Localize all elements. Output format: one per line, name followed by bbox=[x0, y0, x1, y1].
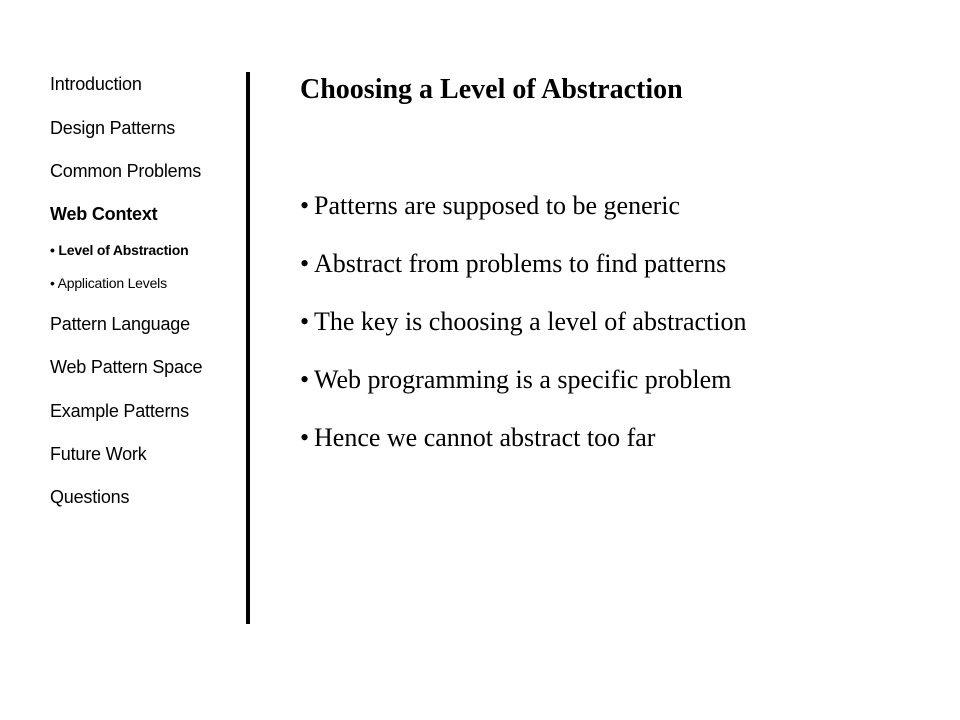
nav-item-future-work[interactable]: Future Work bbox=[50, 444, 147, 464]
bullet-glyph: • bbox=[300, 307, 310, 336]
bullet-text: Web programming is a specific problem bbox=[314, 365, 732, 394]
outline-nav bbox=[50, 0, 240, 720]
nav-item-web-context[interactable]: Web Context bbox=[50, 204, 158, 224]
bullet-text: Abstract from problems to find patterns bbox=[314, 249, 727, 278]
nav-subitem-level-of-abstraction[interactable]: • Level of Abstraction bbox=[50, 242, 189, 258]
bullet-text: Patterns are supposed to be generic bbox=[314, 191, 681, 220]
bullet-list bbox=[300, 186, 940, 476]
nav-subitem-application-levels[interactable]: • Application Levels bbox=[50, 275, 167, 291]
vertical-divider bbox=[246, 72, 250, 624]
bullet-text: Hence we cannot abstract too far bbox=[314, 423, 656, 452]
bullet-item bbox=[300, 360, 940, 418]
bullet-item bbox=[300, 302, 940, 360]
bullet-item bbox=[300, 418, 940, 476]
bullet-glyph: • bbox=[300, 365, 310, 394]
nav-item-design-patterns[interactable]: Design Patterns bbox=[50, 118, 176, 138]
bullet-glyph: • bbox=[300, 423, 310, 452]
bullet-glyph: • bbox=[300, 249, 310, 278]
nav-item-questions[interactable]: Questions bbox=[50, 487, 130, 507]
nav-item-example-patterns[interactable]: Example Patterns bbox=[50, 401, 189, 421]
slide-title: Choosing a Level of Abstraction bbox=[300, 74, 683, 105]
bullet-glyph: • bbox=[300, 191, 310, 220]
bullet-item bbox=[300, 186, 940, 244]
nav-item-pattern-language[interactable]: Pattern Language bbox=[50, 314, 190, 334]
bullet-text: The key is choosing a level of abstraction bbox=[314, 307, 747, 336]
nav-item-introduction[interactable]: Introduction bbox=[50, 74, 142, 94]
nav-item-common-problems[interactable]: Common Problems bbox=[50, 161, 202, 181]
bullet-item bbox=[300, 244, 940, 302]
nav-item-web-pattern-space[interactable]: Web Pattern Space bbox=[50, 357, 203, 377]
